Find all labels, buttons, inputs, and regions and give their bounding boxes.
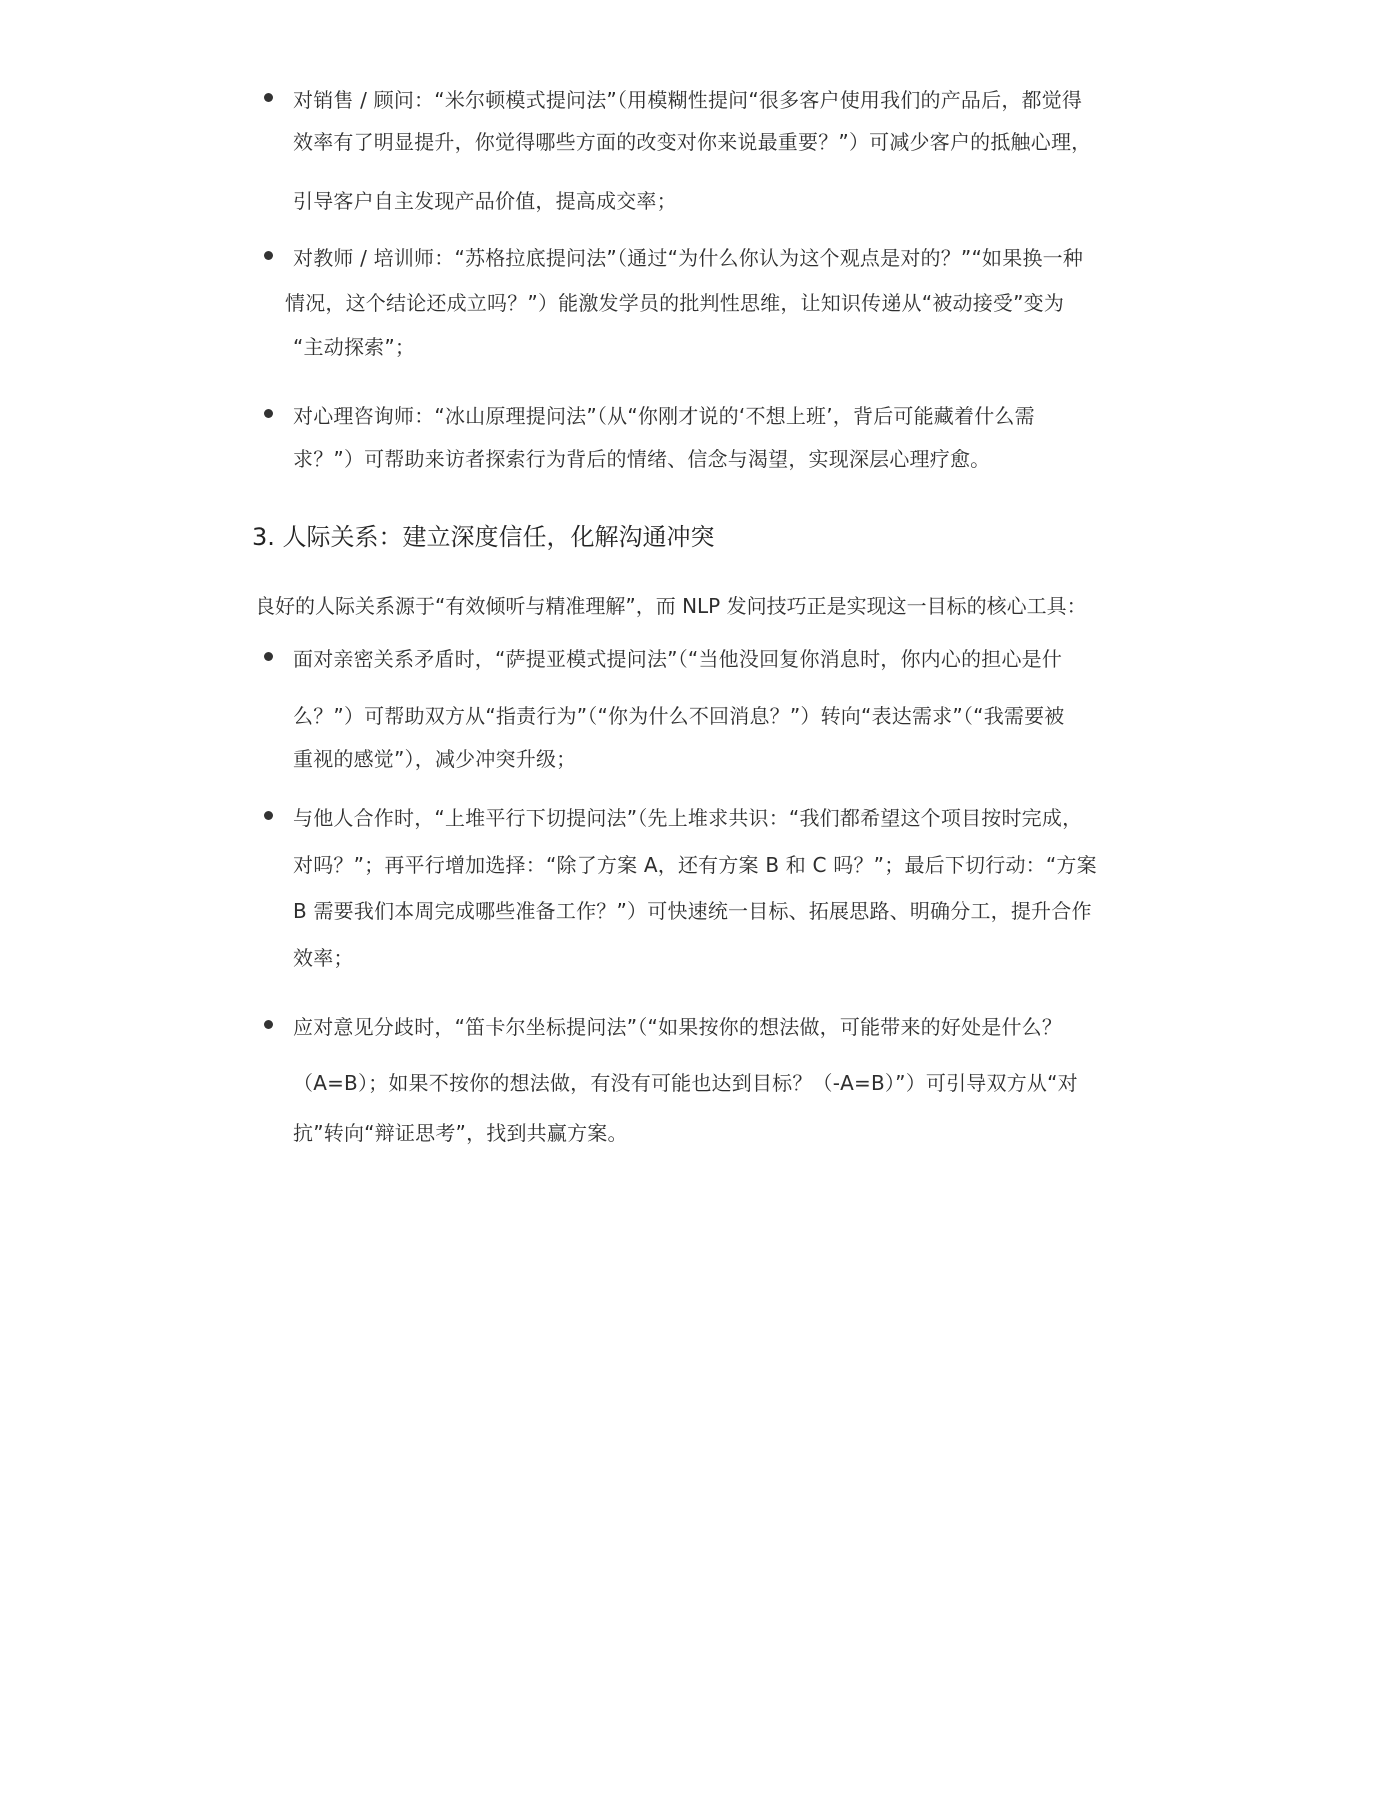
text-line: 抗”转向“辩证思考”，找到共赢方案。 (293, 1121, 628, 1145)
text-line: 与他人合作时，“上堆平行下切提问法”（先上堆求共识：“我们都希望这个项目按时完成， (293, 806, 1083, 830)
text-line: “主动探索”； (293, 335, 416, 359)
text-line: 对吗？”；再平行增加选择：“除了方案 A，还有方案 B 和 C 吗？”；最后下切行动：“方案 (293, 853, 1097, 877)
text-line: 效率有了明显提升，你觉得哪些方面的改变对你来说最重要？”）可减少客户的抵触心理， (293, 130, 1092, 154)
text-line: B 需要我们本周完成哪些准备工作？”）可快速统一目标、拓展思路、明确分工，提升合作 (293, 899, 1092, 923)
bullet-icon (264, 93, 273, 102)
text-line: 效率； (293, 946, 354, 970)
bullet-icon (264, 811, 273, 820)
text-line: 求？”）可帮助来访者探索行为背后的情绪、信念与渴望，实现深层心理疗愈。 (293, 447, 991, 471)
bullet-icon (264, 652, 273, 661)
text-line: 对销售 / 顾问：“米尔顿模式提问法”（用模糊性提问“很多客户使用我们的产品后，都觉得 (293, 88, 1083, 112)
bullet-icon (264, 409, 273, 418)
text-line: 引导客户自主发现产品价值，提高成交率； (293, 189, 677, 213)
intro-paragraph: 良好的人际关系源于“有效倾听与精准理解”，而 NLP 发问技巧正是实现这一目标的核心工具： (255, 594, 1087, 618)
text-line: 面对亲密关系矛盾时，“萨提亚模式提问法”（“当他没回复你消息时，你内心的担心是什 (293, 647, 1063, 671)
text-line: 对教师 / 培训师：“苏格拉底提问法”（通过“为什么你认为这个观点是对的？”“如果换一种 (293, 246, 1084, 270)
text-line: 对心理咨询师：“冰山原理提问法”（从“你刚才说的‘不想上班’，背后可能藏着什么需 (293, 404, 1035, 428)
section-heading: 3. 人际关系：建立深度信任，化解沟通冲突 (252, 523, 715, 551)
bullet-icon (264, 1020, 273, 1029)
text-line: 情况，这个结论还成立吗？”）能激发学员的批判性思维，让知识传递从“被动接受”变为 (285, 291, 1065, 315)
bullet-icon (264, 251, 273, 260)
text-line: 么？”）可帮助双方从“指责行为”（“你为什么不回消息？”）转向“表达需求”（“我需要被 (293, 704, 1065, 728)
text-line: 重视的感觉”），减少冲突升级； (293, 747, 577, 771)
text-line: （A=B）；如果不按你的想法做，有没有可能也达到目标？（-A=B）”）可引导双方从“对 (293, 1071, 1078, 1095)
text-line: 应对意见分歧时，“笛卡尔坐标提问法”（“如果按你的想法做，可能带来的好处是什么？ (293, 1015, 1063, 1039)
